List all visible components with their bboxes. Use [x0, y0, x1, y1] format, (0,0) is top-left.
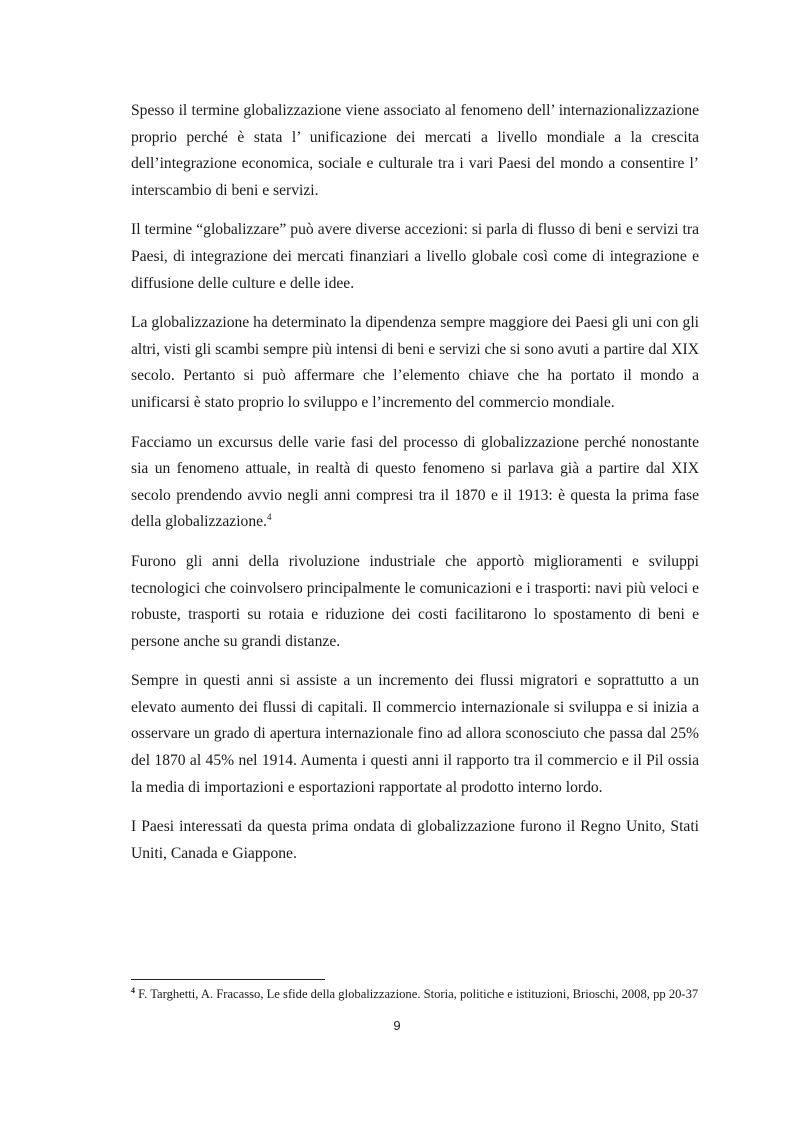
- footnote: [131, 986, 699, 1002]
- paragraph-3: [131, 310, 699, 416]
- paragraph-text: La globalizzazione ha determinato la dipendenza sempre maggiore dei Paesi gli uni con gli altri, visti gli scambi sempre più intensi di beni e servizi che si sono avuti a partire dal XIX secolo. Pertanto si può affermare che l’elemento chiave che ha portato il mondo a unificarsi è stato proprio lo sviluppo e l’incremento del commercio mondiale.: [131, 314, 699, 411]
- footnote-text: F. Targhetti, A. Fracasso, Le sfide della globalizzazione. Storia, politiche e istituzioni, Brioschi, 2008, pp 20-37: [135, 987, 699, 1001]
- paragraph-text: Sempre in questi anni si assiste a un incremento dei flussi migratori e soprattutto a un elevato aumento dei flussi di capitali. Il commercio internazionale si sviluppa e si inizia a osservare un grado di apertura internazionale fino ad allora sconosciuto che passa dal 25% del 1870 al 45% nel 1914. Aumenta i questi anni il rapporto tra il commercio e il Pil ossia la media di importazioni e esportazioni rapportate al prodotto interno lordo.: [131, 672, 699, 796]
- paragraph-6: [131, 668, 699, 801]
- footnote-number: 4: [131, 985, 135, 995]
- footnote-divider: [131, 979, 325, 980]
- paragraph-4: [131, 430, 699, 536]
- paragraph-2: [131, 217, 699, 297]
- footnote-reference[interactable]: 4: [266, 512, 272, 523]
- paragraph-text: I Paesi interessati da questa prima ondata di globalizzazione furono il Regno Unito, Stati Uniti, Canada e Giappone.: [131, 818, 699, 862]
- paragraph-5: [131, 549, 699, 655]
- paragraph-text: Furono gli anni della rivoluzione industriale che apportò miglioramenti e sviluppi tecnologici che coinvolsero principalmente le comunicazioni e i trasporti: navi più veloci e robuste, trasporti su rotaia e riduzione dei costi facilitarono lo spostamento di beni e persone anche su grandi distanze.: [131, 552, 699, 650]
- paragraph-1: [131, 98, 699, 204]
- paragraph-text: Il termine “globalizzare” può avere diverse accezioni: si parla di flusso di beni e servizi tra Paesi, di integrazione dei mercati finanziari a livello globale così come di integrazione e diffusione delle culture e delle idee.: [131, 221, 699, 292]
- paragraph-text: Facciamo un excursus delle varie fasi del processo di globalizzazione perché nonostante sia un fenomeno attuale, in realtà di questo fenomeno si parlava già a partire dal XIX secolo prendendo avvio negli anni compresi tra il 1870 e il 1913: è questa la prima fase della globalizzazione.: [131, 433, 699, 531]
- page-number: 9: [393, 1018, 401, 1033]
- paragraph-text: Spesso il termine globalizzazione viene associato al fenomeno dell’ internazionalizzazione proprio perché è stata l’ unificazione dei mercati a livello mondiale a la crescita dell’integrazione economica, sociale e culturale tra i vari Paesi del mondo a consentire l’ interscambio di beni e servizi.: [131, 102, 699, 199]
- body-text: [131, 98, 699, 880]
- paragraph-7: [131, 814, 699, 867]
